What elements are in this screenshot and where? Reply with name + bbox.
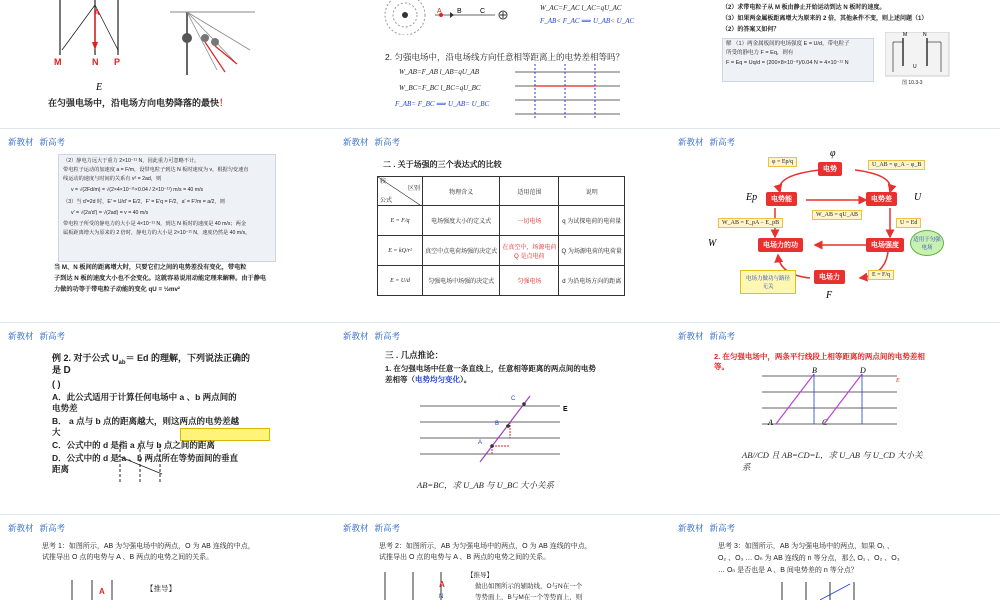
fig-N: N [923,32,927,38]
slide-7[interactable] [0,324,330,516]
w-symbol: W [708,238,717,249]
think-1: 思考 1：如图所示，AB 为匀强电场中的两点，O 为 AB 连线的中点， [42,543,255,550]
pendulum-diagram [165,0,260,80]
uniform-field-note: 适用于匀强电场 [910,230,944,256]
path-independent-note: 电场力做功与路径无关 [740,270,796,294]
slide-header: 新教材 新高考 [8,137,66,147]
derive-line-1: 做出如图所示的辅助线，O与N在一个 [475,583,583,590]
node-dianshicha: 电势差 [866,192,897,206]
field-formula-table [377,176,625,296]
label-N: N [92,57,99,67]
option-a-2: 电势差 [52,403,78,413]
table-row: E = U/d 匀强电场中场强的决定式 匀强电场 d 为沿电场方向的距离 [378,266,625,296]
slide-header: 新教材 新高考 [8,331,66,341]
think-3c: … Oₙ 是否也是 A 、B 间电势差的 n 等分点？ [718,567,858,574]
wab-ep-formula: W_AB = E_pA − E_pB [718,218,783,228]
slide-11[interactable] [335,516,665,600]
node-dianshineng: 电势能 [766,192,797,206]
think-3: 思考 3：如图所示，AB 为匀强电场中的两点，如果 O₁ 、 [718,543,894,550]
think-3b: O₂ 、O₃ … Oₙ 为 AB 连线的 n 等分点，那么 O₁ 、O₂ 、O₃ [718,555,900,562]
fig-caption: 图 10.3-3 [902,80,923,86]
label-A: A [94,8,100,17]
think-1-diagram [70,578,120,600]
example-title: 例 2. 对于公式 $U_{ab}= Ed$ 的理解，下列说法正确的 [52,353,251,366]
option-c: C．公式中的 d 是指 a 点与 b 点之间的距离 [52,440,215,450]
corollary-2-caption-2: 系 [742,462,751,472]
solution-box: 解 （1）两金属板间的电场强度 E = U/d，带电粒子 所受的静电力 F = Eq，则有 F = Eq = Uq/d = (200×8×10⁻⁸)/0.04 N = 4×10⁻¹¹ N [722,38,874,82]
think-3-diagram [780,582,860,600]
equipotential-sketch [110,444,180,484]
pt-A: A [768,418,773,427]
row-divider [0,128,1000,129]
slide-1[interactable] [0,0,330,128]
caption: 在匀强电场中，沿电场方向电势降落的最快！ [48,98,229,108]
slide-9[interactable] [670,324,1000,516]
note-3: 力做的功等于带电粒子动能的变化 qU = ½mv² [54,286,180,293]
eq-wbc: W_BC=F_BC l_BC=qU_BC [399,84,481,92]
eq-equal: F_AB= F_BC ⟹ U_AB= U_BC [395,100,490,108]
pt-B: B [812,366,817,375]
note-2: 子到达 N 板的速度大小也不会变化。这就容易说用动能定理来解释。由于静电 [54,275,267,282]
slide-8[interactable] [335,324,665,516]
think-1-label-A: A [99,587,105,596]
slide-header: 新教材 新高考 [343,523,401,533]
uniform-field-diagram [515,64,625,120]
fig-U: U [913,64,917,70]
eq-wab: W_AB=F_AB l_AB=qU_AB [399,68,480,76]
phi-symbol: φ [830,148,836,159]
answer-paren: ( ) [52,379,61,389]
corollary-1-caption: AB=BC，求 U_AB 与 U_BC 大小关系 [417,480,555,490]
q3: （3）如果两金属板距离增大为原来的 2 倍，其他条件不变，则上述问题（1） [722,16,928,22]
uab-formula: U_AB = φ_A − φ_B [868,160,925,170]
derive-label: 【推导】 [146,584,176,593]
think-2: 思考 2：如图所示，AB 为匀强电场中的两点，O 为 AB 连线的中点， [379,543,592,550]
slide-6[interactable] [670,130,1000,322]
slide-header: 新教材 新高考 [678,523,736,533]
slide-10[interactable] [0,516,330,600]
capacitor-figure [885,32,950,77]
slide-3[interactable] [670,0,1000,128]
ep-symbol: Ep [746,192,758,203]
label-E: E [96,82,103,93]
field-E: E [563,406,568,413]
s2-label-B: B [457,8,462,15]
option-d: D．公式中的 d 是 a 、b 两点所在等势面间的垂直 [52,453,239,463]
point-C: C [511,396,516,402]
derivation-box: （2）静电力远大于重力 2×10⁻¹¹ N，因此重力可忽略不计。 带电粒子运动的加速度 a = F/m，设带电粒子到达 N 板时速度为 v，根据匀变速直 线运动的速度与时间的关系有 v² = 2ad，则 v = √(2Fd/m) = √(2×4×10⁻¹¹×0.04 / 2×10⁻¹¹) m/s = 40 m/s （3）当 d′=2d 时，E′ = U/d′ = E/2，F′ = E′q = F/2，a′ = F′/m = a/2，则 v′ = √(2a′d′) = √(2ad) = v = 40 m/s 带电粒子所受的静电力的大小是 4×10⁻¹¹ N，到达 N 板时的速度是 40 m/s；两金 属板距离增大为原来的 2 倍时，静电力的大小是 2×10⁻¹¹ N，速度仍然是 40 m/s。 [58,154,276,262]
question-2: 2. 匀强电场中，沿电场线方向任意相等距离上的电势差相等吗？ [385,52,624,62]
option-b-2: 大 [52,427,61,437]
table-header-row: 较 区别 公式 物理含义 适用范围 说明 [378,177,625,206]
eq-wac: W_AC=F_AC l_AC=qU_AC [540,4,622,12]
s2-label-A: A [437,8,442,15]
slide-header: 新教材 新高考 [343,331,401,341]
pt-C: C [822,418,828,427]
think-2-label-N: N [439,594,444,600]
think-1b: 试推导出 O 点的电势与 A 、B 两点的电势之间的关系。 [42,554,214,561]
phi-formula: φ = Ep/q [768,157,797,167]
table-title: 二 . 关于场强的三个表达式的比较 [383,160,502,169]
e-fq-formula: E = F/q [868,270,894,280]
node-dianchangli: 电场力 [814,270,845,284]
corollary-2-diagram [762,368,912,430]
eq-fab: F_AB< F_AC ⟹ U_AB< U_AC [540,17,635,25]
option-d-2: 距离 [52,464,70,474]
u-ed-formula: U = Ed [896,218,921,228]
point-A: A [478,440,483,446]
section-title: 三 . 几点推论： [385,350,444,360]
table-row: E = kQ/r² 真空中点电荷场强的决定式 在真空中，场源电荷 Q 是点电荷 Q 为场源电荷的电荷量 [378,236,625,266]
node-dianshi: 电势 [818,162,842,176]
slide-2[interactable] [335,0,665,128]
option-a: A．此公式适用于计算任何电场中 a 、b 两点间的 [52,392,237,402]
point-charge-diagram [375,0,535,35]
slide-header: 新教材 新高考 [343,137,401,147]
note-1: 当 M、N 板间的距离增大时，只要它们之间的电势差没有变化，带电粒 [54,264,247,271]
wab-qu-formula: W_AB = qU_AB [812,210,862,220]
slide-header: 新教材 新高考 [678,137,736,147]
slide-5[interactable] [335,130,665,322]
s2-label-C: C [480,8,486,15]
slide-header: 新教材 新高考 [678,331,736,341]
q2: （2）求带电粒子从 M 板由静止开始运动到达 N 板时的速度。 [722,5,886,11]
corollary-1-diagram [420,394,570,464]
q3b: （2）的答案又如何？ [722,27,780,33]
f-symbol: F [826,290,833,301]
node-changqiang: 电场强度 [866,238,904,252]
label-M: M [54,57,62,67]
corollary-2: 2. 在匀强电场中，两条平行线段上相等距离的两点间的电势差相 [714,352,925,361]
row-divider [0,514,1000,515]
think-2-label-A: A [439,580,445,589]
option-b: B． a 点与 b 点的距离越大，则这两点的电势差越 [52,416,240,426]
corollary-1: 1. 在匀强电场中任意一条直线上，任意相等距离的两点间的电势 [385,364,596,373]
label-P: P [114,57,121,67]
pt-D: D [860,366,866,375]
corollary-2b: 等。 [714,362,729,371]
example-title-2: 是 D [52,365,71,376]
table-row: E = F/q 电场强度大小的定义式 一切电场 q 为试探电荷的电荷量 [378,206,625,236]
think-2b: 试推导出 O 点的电势与 A 、B 两点的电势之间的关系。 [379,554,551,561]
fig-M: M [903,32,908,38]
corollary-2-caption: AB//CD 且 AB=CD=L，求 U_AB 与 U_CD 大小关 [742,450,923,460]
derive-label: 【推导】 [467,572,493,579]
point-B: B [495,421,500,427]
u-symbol: U [914,192,922,203]
corollary-1b: 差相等（电势均匀变化）。 [385,375,472,384]
row-divider [0,322,1000,323]
pt-E: E [896,378,900,384]
slide-4[interactable] [0,130,330,322]
slide-header: 新教材 新高考 [8,523,66,533]
derive-line-2: 等势面上，B与M在一个等势面上，则 [475,594,583,600]
slide-12[interactable] [670,516,1000,600]
node-dianchangligong: 电场力的功 [758,238,803,252]
